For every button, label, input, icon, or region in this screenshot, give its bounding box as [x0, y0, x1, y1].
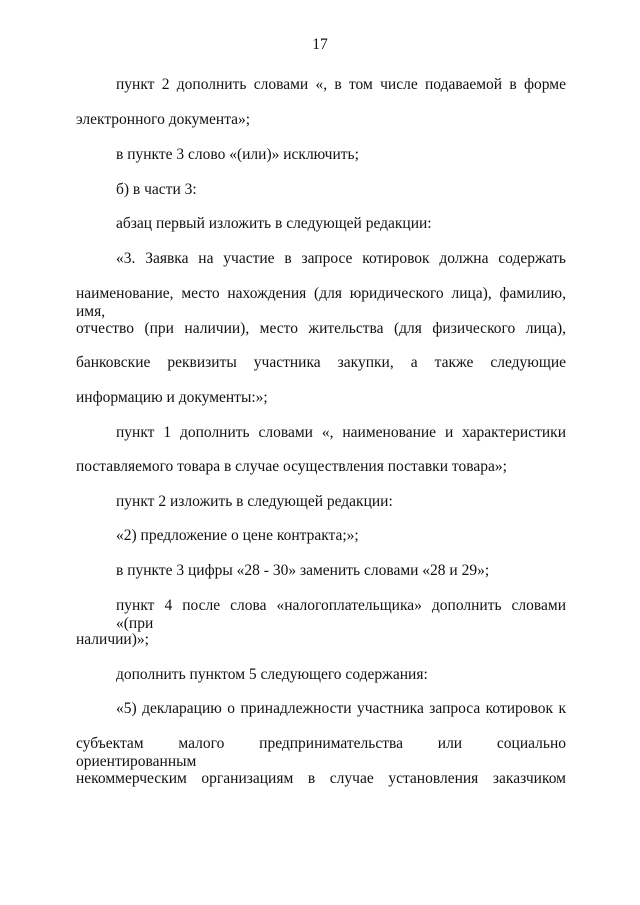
text-line: «2) предложение о цене контракта;»;: [116, 527, 359, 544]
text-line: в пункте 3 цифры «28 - 30» заменить словами «28 и 29»;: [116, 562, 490, 579]
page-number: 17: [312, 36, 328, 53]
text-line: дополнить пунктом 5 следующего содержания:: [116, 666, 428, 683]
text-line: некоммерческим организациям в случае установления заказчиком: [76, 770, 566, 787]
text-line: информацию и документы:»;: [76, 389, 268, 406]
text-line: пункт 4 после слова «налогоплательщика» дополнить словами «(при: [116, 597, 566, 632]
text-line: наличии)»;: [76, 631, 149, 648]
text-line: субъектам малого предпринимательства или социально ориентированным: [76, 735, 566, 770]
text-line: пункт 2 дополнить словами «, в том числе подаваемой в форме: [116, 76, 566, 93]
text-line: «3. Заявка на участие в запросе котировок должна содержать: [116, 250, 566, 267]
text-line: отчество (при наличии), место жительства (для физического лица),: [76, 320, 566, 337]
text-line: пункт 2 изложить в следующей редакции:: [116, 493, 393, 510]
text-line: пункт 1 дополнить словами «, наименование и характеристики: [116, 424, 566, 441]
text-line: «5) декларацию о принадлежности участника запроса котировок к: [116, 700, 566, 717]
text-line: в пункте 3 слово «(или)» исключить;: [116, 146, 359, 163]
text-line: поставляемого товара в случае осуществления поставки товара»;: [76, 458, 507, 475]
text-line: б) в части 3:: [116, 181, 197, 198]
text-line: банковские реквизиты участника закупки, а также следующие: [76, 354, 566, 371]
text-line: абзац первый изложить в следующей редакции:: [116, 215, 432, 232]
text-line: наименование, место нахождения (для юридического лица), фамилию, имя,: [76, 285, 566, 320]
text-line: электронного документа»;: [76, 111, 251, 128]
